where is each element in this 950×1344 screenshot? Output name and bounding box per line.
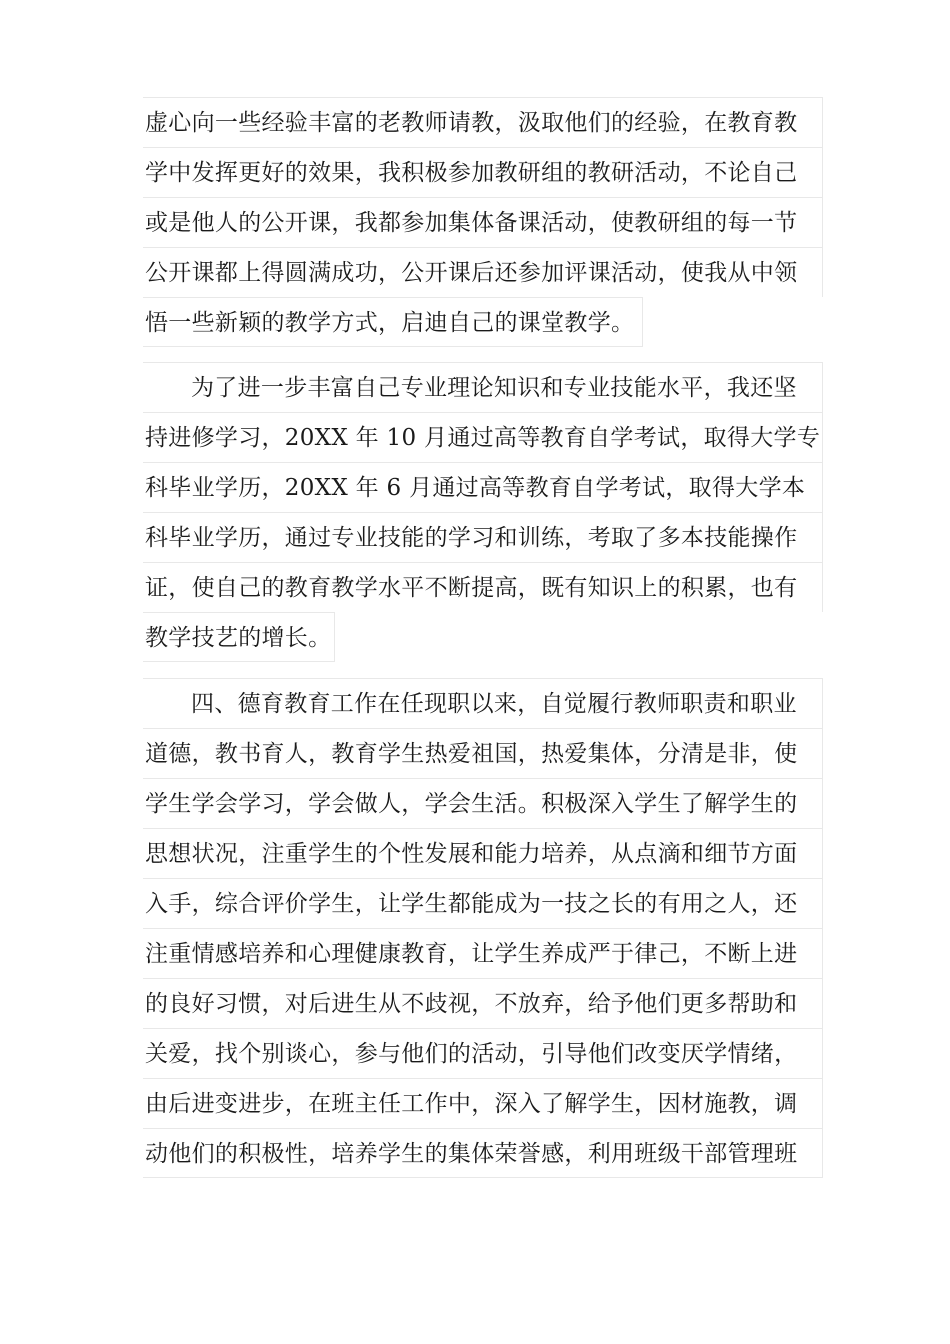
text-line: 证，使自己的教育教学水平不断提高，既有知识上的积累，也有 [143,562,823,612]
text-line: 注重情感培养和心理健康教育，让学生养成严于律己，不断上进 [143,928,823,978]
text-line: 的良好习惯，对后进生从不歧视，不放弃，给予他们更多帮助和 [143,978,823,1028]
text-line: 或是他人的公开课，我都参加集体备课活动，使教研组的每一节 [143,197,823,247]
text-line: 入手，综合评价学生，让学生都能成为一技之长的有用之人，还 [143,878,823,928]
paragraph-3 [143,678,823,1178]
text-line: 虚心向一些经验丰富的老教师请教，汲取他们的经验，在教育教 [143,97,823,147]
text-line: 科毕业学历，通过专业技能的学习和训练，考取了多本技能操作 [143,512,823,562]
paragraph-2 [143,362,823,662]
text-line: 思想状况，注重学生的个性发展和能力培养，从点滴和细节方面 [143,828,823,878]
text-line: 四、德育教育工作在任现职以来，自觉履行教师职责和职业 [143,678,823,728]
paragraph-1 [143,97,823,347]
text-line: 学中发挥更好的效果，我积极参加教研组的教研活动，不论自己 [143,147,823,197]
text-line: 持进修学习，20XX 年 10 月通过高等教育自学考试，取得大学专 [143,412,823,462]
text-line: 关爱，找个别谈心，参与他们的活动，引导他们改变厌学情绪， [143,1028,823,1078]
text-line: 公开课都上得圆满成功，公开课后还参加评课活动，使我从中领 [143,247,823,297]
text-line: 道德，教书育人，教育学生热爱祖国，热爱集体，分清是非，使 [143,728,823,778]
text-line: 科毕业学历，20XX 年 6 月通过高等教育自学考试，取得大学本 [143,462,823,512]
text-line: 悟一些新颖的教学方式，启迪自己的课堂教学。 [143,297,643,347]
text-line: 由后进变进步，在班主任工作中，深入了解学生，因材施教，调 [143,1078,823,1128]
text-line: 教学技艺的增长。 [143,612,335,662]
text-line: 为了进一步丰富自己专业理论知识和专业技能水平，我还坚 [143,362,823,412]
text-line: 动他们的积极性，培养学生的集体荣誉感，利用班级干部管理班 [143,1128,823,1178]
text-line: 学生学会学习，学会做人，学会生活。积极深入学生了解学生的 [143,778,823,828]
